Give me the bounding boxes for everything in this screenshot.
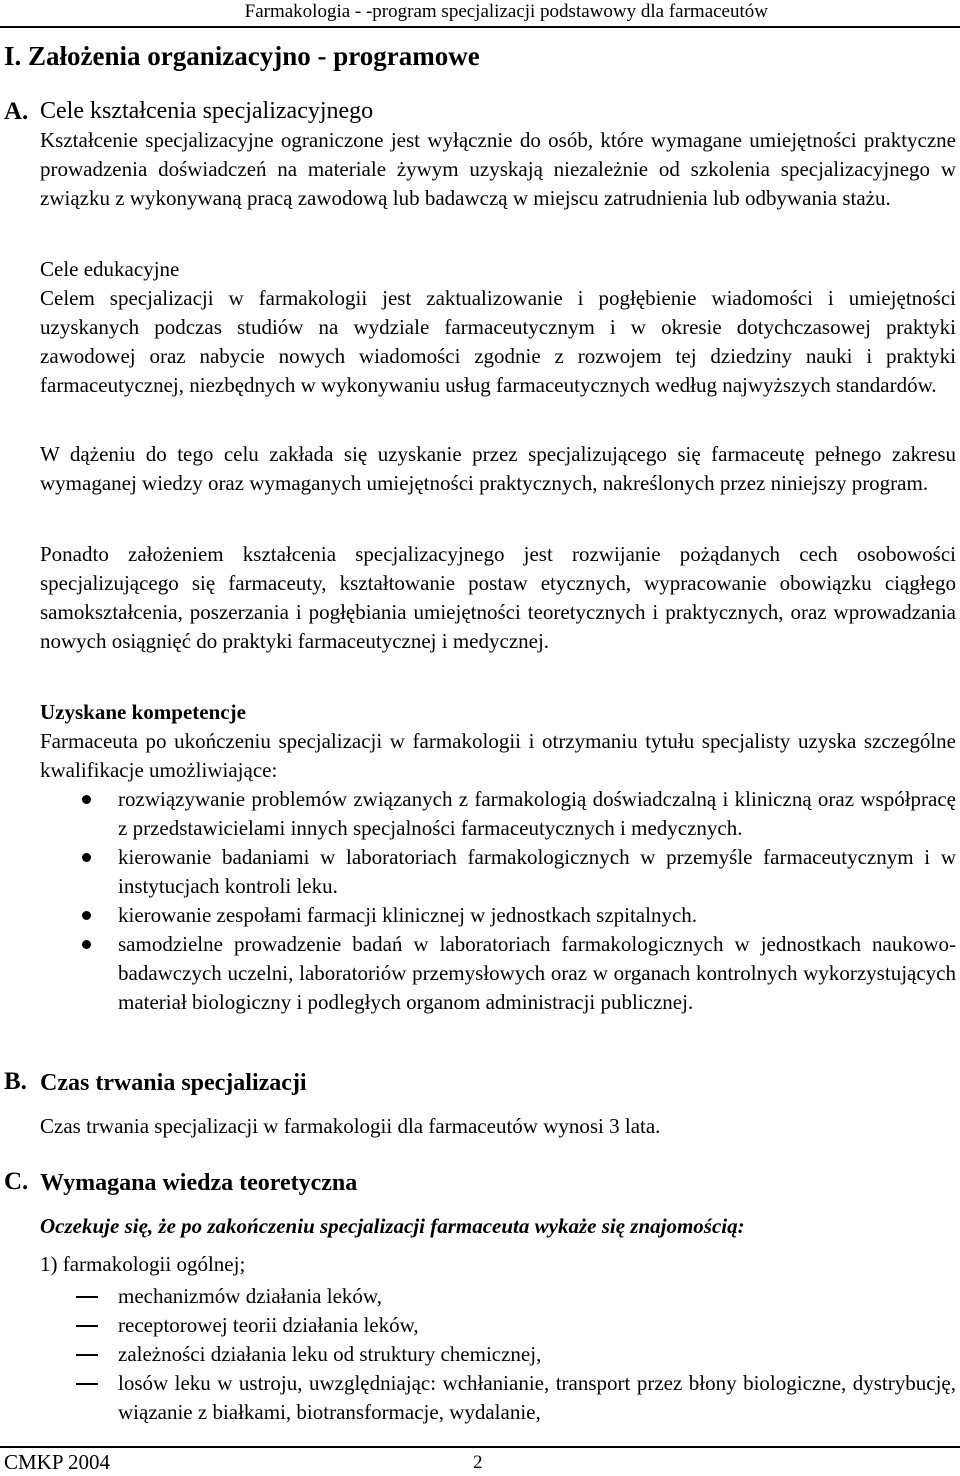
footer-label: CMKP 2004 <box>4 1450 110 1474</box>
dash-icon <box>76 1354 98 1356</box>
section-c <box>40 1168 956 1198</box>
section-c-intro-text: Oczekuje się, że po zakończeniu specjalizacji farmaceuta wykaże się znajomością: <box>40 1214 745 1238</box>
dash-icon <box>76 1383 98 1385</box>
list-item: samodzielne prowadzenie badań w laboratoriach farmakologicznych w jednostkach naukowo-badawczych uczelni, laboratoriów przemysłowych oraz w organach kontrolnych wykorzystujących materiał biologiczny i podległych organom administracji publicznej. <box>40 930 956 1017</box>
edu-goals <box>40 255 956 400</box>
dash-icon <box>76 1325 98 1327</box>
edu-goals-title: Cele edukacyjne <box>40 257 180 281</box>
competences-paragraph: Farmaceuta po ukończeniu specjalizacji w farmakologii i otrzymaniu tytułu specjalisty uzyska szczególne kwalifikacje umożliwiające: <box>40 729 956 782</box>
assumption-paragraph <box>40 540 956 656</box>
numbered-item: 1) farmakologii ogólnej; <box>40 1252 246 1276</box>
dash-icon <box>76 1296 98 1298</box>
section-b-title: Czas trwania specjalizacji <box>40 1070 307 1096</box>
list-item: kierowanie zespołami farmacji klinicznej w jednostkach szpitalnych. <box>40 901 956 930</box>
competences-title: Uzyskane kompetencje <box>40 700 246 724</box>
competences <box>40 698 956 785</box>
list-item: kierowanie badaniami w laboratoriach farmakologicznych w przemyśle farmaceutycznym i w instytucjach kontroli leku. <box>40 843 956 901</box>
list-item: zależności działania leku od struktury chemicznej, <box>40 1340 956 1369</box>
section-c-letter: C. <box>4 1168 29 1195</box>
section-c-intro <box>40 1212 956 1241</box>
list-item: rozwiązywanie problemów związanych z farmakologią doświadczalną i kliniczną oraz współpracę z przedstawicielami innych specjalności farmaceutycznych i medycznych. <box>40 785 956 843</box>
header-divider <box>0 26 960 28</box>
bullet-icon <box>82 853 91 862</box>
section-a-title: Cele kształcenia specjalizacyjnego <box>40 98 374 124</box>
footer-divider <box>0 1446 960 1448</box>
assumption-paragraph-text: Ponadto założeniem kształcenia specjalizacyjnego jest rozwijanie pożądanych cech osobowości specjalizującego się farmaceuty, kształtowanie postaw etycznych, wypracowanie obowiązku ciągłego samokształcenia, poszerzania i pogłębiania umiejętności teoretycznych i praktycznych, oraz wprowadzania nowych osiągnięć do praktyki farmaceutycznej i medycznej. <box>40 542 956 653</box>
section-b <box>40 1068 956 1098</box>
goal-paragraph-text: W dążeniu do tego celu zakłada się uzyskanie przez specjalizującego się farmaceutę pełnego zakresu wymaganej wiedzy oraz wymaganych umiejętności praktycznych, nakreślonych przez niniejszy program. <box>40 442 956 495</box>
competences-list <box>40 785 956 1017</box>
edu-goals-paragraph: Celem specjalizacji w farmakologii jest zaktualizowanie i pogłębienie wiadomości i umiejętności uzyskanych podczas studiów na wydziale farmaceutycznym i w okresie dotychczasowej praktyki zawodowej oraz nabycie nowych wiadomości zgodnie z rozwojem tej dziedziny nauki i praktyki farmaceutycznej, niezbędnych w wykonywaniu usług farmaceutycznych według najwyższych standardów. <box>40 286 956 397</box>
pharmacology-topics-list <box>40 1282 956 1427</box>
bullet-icon <box>82 911 91 920</box>
main-heading: I. Założenia organizacyjno - programowe <box>4 41 480 71</box>
bullet-icon <box>82 795 91 804</box>
section-c-title: Wymagana wiedza teoretyczna <box>40 1170 358 1196</box>
page-number: 2 <box>473 1452 483 1473</box>
page-header-title: Farmakologia - -program specjalizacji podstawowy dla farmaceutów <box>244 1 768 22</box>
section-a <box>40 96 956 213</box>
list-item: mechanizmów działania leków, <box>40 1282 956 1311</box>
goal-paragraph <box>40 440 956 498</box>
section-c-item-1 <box>40 1250 956 1279</box>
bullet-icon <box>82 940 91 949</box>
section-a-paragraph-1: Kształcenie specjalizacyjne ograniczone jest wyłącznie do osób, które wymagane umiejętności praktyczne prowadzenia doświadczeń na materiale żywym uzyskają niezależnie od szkolenia specjalizacyjnego w związku z wykonywaną pracą zawodową lub badawczą w miejscu zatrudnienia lub odbywania stażu. <box>40 128 956 210</box>
section-b-letter: B. <box>4 1068 27 1095</box>
list-item: losów leku w ustroju, uwzględniając: wchłanianie, transport przez błony biologiczne, dystrybucję, wiązanie z białkami, biotransformacje, wydalanie, <box>40 1369 956 1427</box>
list-item: receptorowej teorii działania leków, <box>40 1311 956 1340</box>
section-a-letter: A. <box>4 98 29 125</box>
section-b-text: Czas trwania specjalizacji w farmakologii dla farmaceutów wynosi 3 lata. <box>40 1114 661 1138</box>
section-b-body <box>40 1112 956 1141</box>
